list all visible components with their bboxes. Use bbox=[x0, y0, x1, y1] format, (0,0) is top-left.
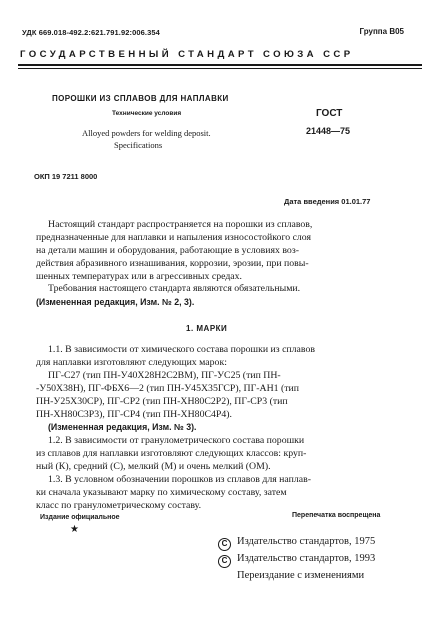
english-title-line2: Specifications bbox=[114, 140, 163, 150]
publisher-1975: Издательство стандартов, 1975 bbox=[237, 536, 376, 547]
udk-code: УДК 669.018-492.2:621.791.92:006.354 bbox=[22, 28, 160, 37]
star-icon: ★ bbox=[70, 524, 79, 535]
intro-amendment: (Измененная редакция, Изм. № 2, 3). bbox=[36, 297, 195, 307]
section-heading: 1. МАРКИ bbox=[186, 324, 228, 333]
header-rule-thick bbox=[18, 64, 422, 66]
p2-line-1: 1.2. В зависимости от гранулометрического состава порошки bbox=[48, 435, 305, 446]
p1-line-1: 1.1. В зависимости от химического состава порошки из сплавов bbox=[48, 344, 315, 355]
p3-line-3: класс по гранулометрическому составу. bbox=[36, 500, 202, 511]
copyright-icon: C bbox=[218, 538, 231, 551]
intro-line-6: Требования настоящего стандарта являются обязательными. bbox=[48, 283, 301, 294]
copyright-line-1 bbox=[218, 536, 375, 551]
intro-line-1: Настоящий стандарт распространяется на порошки из сплавов, bbox=[48, 219, 313, 230]
header-rule-thin bbox=[18, 68, 422, 69]
p1-line-4: -У50Х38Н), ПГ-ФБХ6—2 (тип ПН-У45Х35ГСР), ПГ-АН1 (тип bbox=[36, 383, 300, 394]
group-code: Группа В05 bbox=[359, 27, 404, 36]
p3-line-2: ки сначала указывают марку по химическому составу, затем bbox=[36, 487, 287, 498]
p3-line-1: 1.3. В условном обозначении порошков из сплавов для наплав- bbox=[48, 474, 311, 485]
p2-line-3: ный (К), средний (С), мелкий (М) и очень мелкий (ОМ). bbox=[36, 461, 271, 472]
standard-banner: ГОСУДАРСТВЕННЫЙ СТАНДАРТ СОЮЗА ССР bbox=[20, 49, 354, 60]
document-subtitle: Технические условия bbox=[112, 110, 182, 117]
copyright-icon: C bbox=[218, 555, 231, 568]
copyright-line-2 bbox=[218, 553, 375, 568]
reprint-prohibited-note: Перепечатка воспрещена bbox=[292, 512, 381, 519]
gost-label: ГОСТ bbox=[316, 108, 343, 119]
intro-line-4: действия абразивного изнашивания, коррозии, эрозии, при повы- bbox=[36, 258, 309, 269]
document-title: ПОРОШКИ ИЗ СПЛАВОВ ДЛЯ НАПЛАВКИ bbox=[52, 94, 229, 103]
intro-line-3: на детали машин и оборудования, работающие в условиях воз- bbox=[36, 245, 299, 256]
intro-line-5: шенных температурах или в агрессивных средах. bbox=[36, 271, 243, 282]
p1-line-5: ПН-У25Х30СР), ПГ-СР2 (тип ПН-ХН80С2Р2), ПГ-СР3 (тип bbox=[36, 396, 288, 407]
official-edition-note: Издание официальное bbox=[40, 514, 120, 521]
english-title-line1: Alloyed powders for welding deposit. bbox=[82, 128, 211, 138]
p1-amendment: (Измененная редакция, Изм. № 3). bbox=[48, 422, 197, 432]
reissue-note: Переиздание с изменениями bbox=[237, 570, 365, 581]
publisher-1993: Издательство стандартов, 1993 bbox=[237, 553, 376, 564]
okp-code: ОКП 19 7211 8000 bbox=[34, 172, 98, 181]
intro-line-2: предназначенные для наплавки и напыления износостойкого слоя bbox=[36, 232, 312, 243]
p2-line-2: из сплавов для наплавки изготовляют следующих классов: круп- bbox=[36, 448, 307, 459]
effective-date: Дата введения 01.01.77 bbox=[284, 197, 371, 206]
p1-line-2: для наплавки изготовляют следующих марок: bbox=[36, 357, 227, 368]
gost-number: 21448—75 bbox=[306, 126, 351, 136]
p1-line-3: ПГ-С27 (тип ПН-У40Х28Н2С2ВМ), ПГ-УС25 (тип ПН- bbox=[48, 370, 281, 381]
p1-line-6: ПН-ХН80С3Р3), ПГ-СР4 (тип ПН-ХН80С4Р4). bbox=[36, 409, 232, 420]
